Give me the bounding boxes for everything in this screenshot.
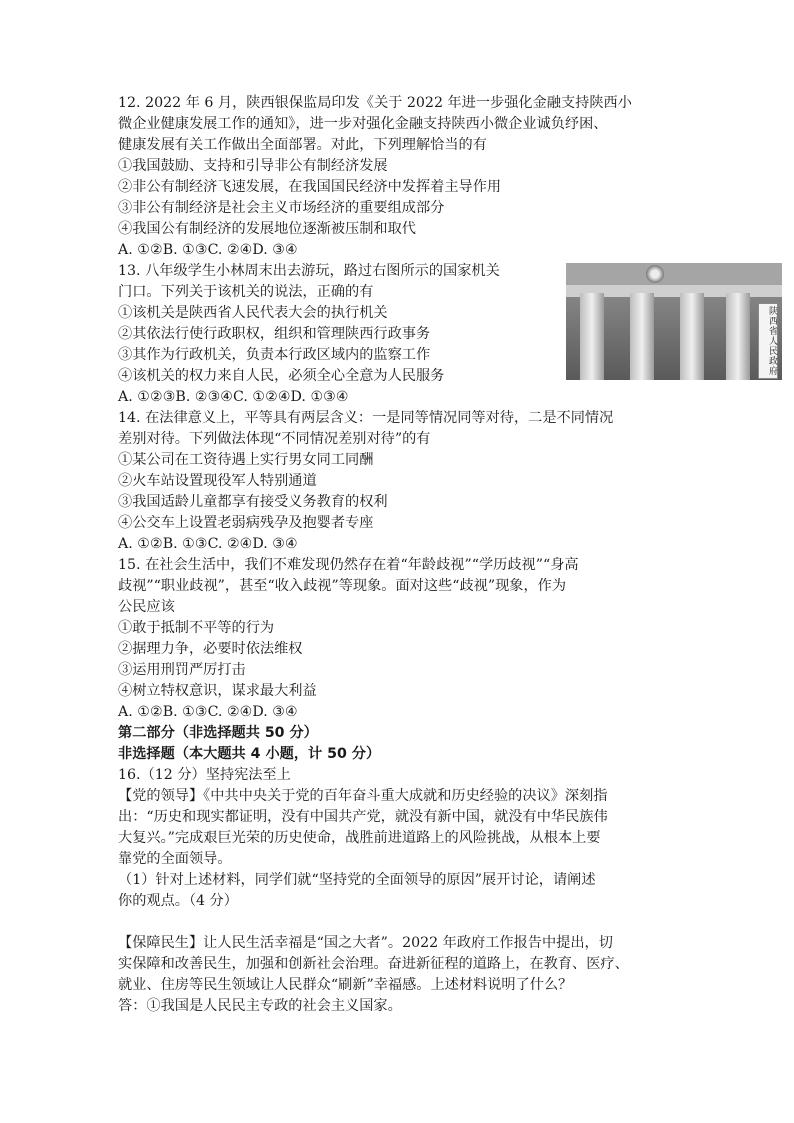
part2-subtitle: 非选择题（本大题共 4 小题，计 50 分） [118, 746, 381, 762]
question-12 [118, 93, 678, 261]
q16-material-line-1: 【党的领导】《中共中央关于党的百年奋斗重大成就和历史经验的决议》深刻指 [118, 788, 608, 804]
q14-stem-line-2: 差别对待。下列做法体现“不同情况差别对待”的有 [118, 431, 431, 447]
q15-stem-line-2: 歧视”“职业歧视”，甚至“收入歧视”等现象。面对这些“歧视”现象，作为 [118, 578, 567, 594]
q16-material2-line-3: 就业、住房等民生领域让人民群众“刷新”幸福感。上述材料说明了什么？ [118, 977, 573, 993]
q14-option-4: ④公交车上设置老弱病残孕及抱婴者专座 [118, 515, 374, 531]
q13-stem-line-1: 13. 八年级学生小林周末出去游玩，路过右图所示的国家机关 [118, 263, 500, 279]
q13-option-4: ④该机关的权力来自人民，必须全心全意为人民服务 [118, 368, 445, 384]
q16-answer-line-1: 答：①我国是人民民主专政的社会主义国家。 [118, 998, 402, 1014]
q15-option-4: ④树立特权意识，谋求最大利益 [118, 683, 317, 699]
q13-stem-line-2: 门口。下列关于该机关的说法，正确的有 [118, 284, 374, 300]
q12-choices: A. ①②B. ①③C. ②④D. ③④ [118, 242, 298, 258]
q15-stem-line-1: 15. 在社会生活中，我们不难发现仍然存在着“年龄歧视”“学历歧视”“身高 [118, 557, 579, 573]
q14-option-3: ③我国适龄儿童都享有接受义务教育的权利 [118, 494, 388, 510]
question-14 [118, 408, 678, 555]
q15-option-3: ③运用刑罚严厉打击 [118, 662, 246, 678]
q16-material-line-4: 靠党的全面领导。 [118, 851, 232, 867]
question-15 [118, 555, 678, 723]
q13-choices: A. ①②③B. ②③④C. ①②④D. ①③④ [118, 389, 349, 405]
q16-material-line-3: 大复兴。”完成艰巨光荣的历史使命，战胜前进道路上的风险挑战，从根本上要 [118, 830, 601, 846]
q15-option-2: ②据理力争，必要时依法维权 [118, 641, 303, 657]
q15-stem-line-3: 公民应该 [118, 599, 175, 615]
q12-option-3: ③非公有制经济是社会主义市场经济的重要组成部分 [118, 200, 445, 216]
q14-option-2: ②火车站设置现役军人特别通道 [118, 473, 317, 489]
q16-material-line-2: 出：“历史和现实都证明，没有中国共产党，就没有新中国，就没有中华民族伟 [118, 809, 608, 825]
q12-stem-line-3: 健康发展有关工作做出全面部署。对此，下列理解恰当的有 [118, 137, 487, 153]
q14-choices: A. ①②B. ①③C. ②④D. ③④ [118, 536, 298, 552]
national-emblem-icon [646, 265, 664, 283]
q12-option-2: ②非公有制经济飞速发展，在我国国民经济中发挥着主导作用 [118, 179, 502, 195]
part2-title: 第二部分（非选择题共 50 分） [118, 725, 318, 741]
q16-heading: 16.（12 分）坚持宪法至上 [118, 767, 291, 783]
q13-option-1: ①该机关是陕西省人民代表大会的执行机关 [118, 305, 388, 321]
q14-option-1: ①某公司在工资待遇上实行男女同工同酬 [118, 452, 374, 468]
government-building-photo [566, 263, 782, 380]
q15-choices: A. ①②B. ①③C. ②④D. ③④ [118, 704, 298, 720]
q15-option-1: ①敢于抵制不平等的行为 [118, 620, 275, 636]
q13-option-2: ②其依法行使行政职权，组织和管理陕西行政事务 [118, 326, 431, 342]
q13-option-3: ③其作为行政机关，负责本行政区域内的监察工作 [118, 347, 431, 363]
q12-stem-line-1: 12. 2022 年 6 月，陕西银保监局印发《关于 2022 年进一步强化金融支持陕西小 [118, 95, 632, 111]
q12-stem-line-2: 微企业健康发展工作的通知》，进一步对强化金融支持陕西小微企业诚负纾困、 [118, 116, 608, 132]
q12-option-4: ④我国公有制经济的发展地位逐渐被压制和取代 [118, 221, 416, 237]
q16-material2-line-1: 【保障民生】让人民生活幸福是“国之大者”。2022 年政府工作报告中提出，切 [118, 935, 613, 951]
q14-stem-line-1: 14. 在法律意义上，平等具有两层含义：一是同等情况同等对待，二是不同情况 [118, 410, 614, 426]
q16-material2-line-2: 实保障和改善民生，加强和创新社会治理。奋进新征程的道路上，在教育、医疗、 [118, 956, 629, 972]
q12-option-1: ①我国鼓励、支持和引导非公有制经济发展 [118, 158, 388, 174]
government-plaque: 陕西省人民政府 [758, 303, 778, 379]
question-16 [118, 765, 678, 1017]
q16-subquestion-1-line-1: （1）针对上述材料，同学们就“坚持党的全面领导的原因”展开讨论，请阐述 [118, 872, 596, 888]
q16-subquestion-1-line-2: 你的观点。（4 分） [118, 893, 238, 909]
exam-page [118, 93, 678, 1017]
